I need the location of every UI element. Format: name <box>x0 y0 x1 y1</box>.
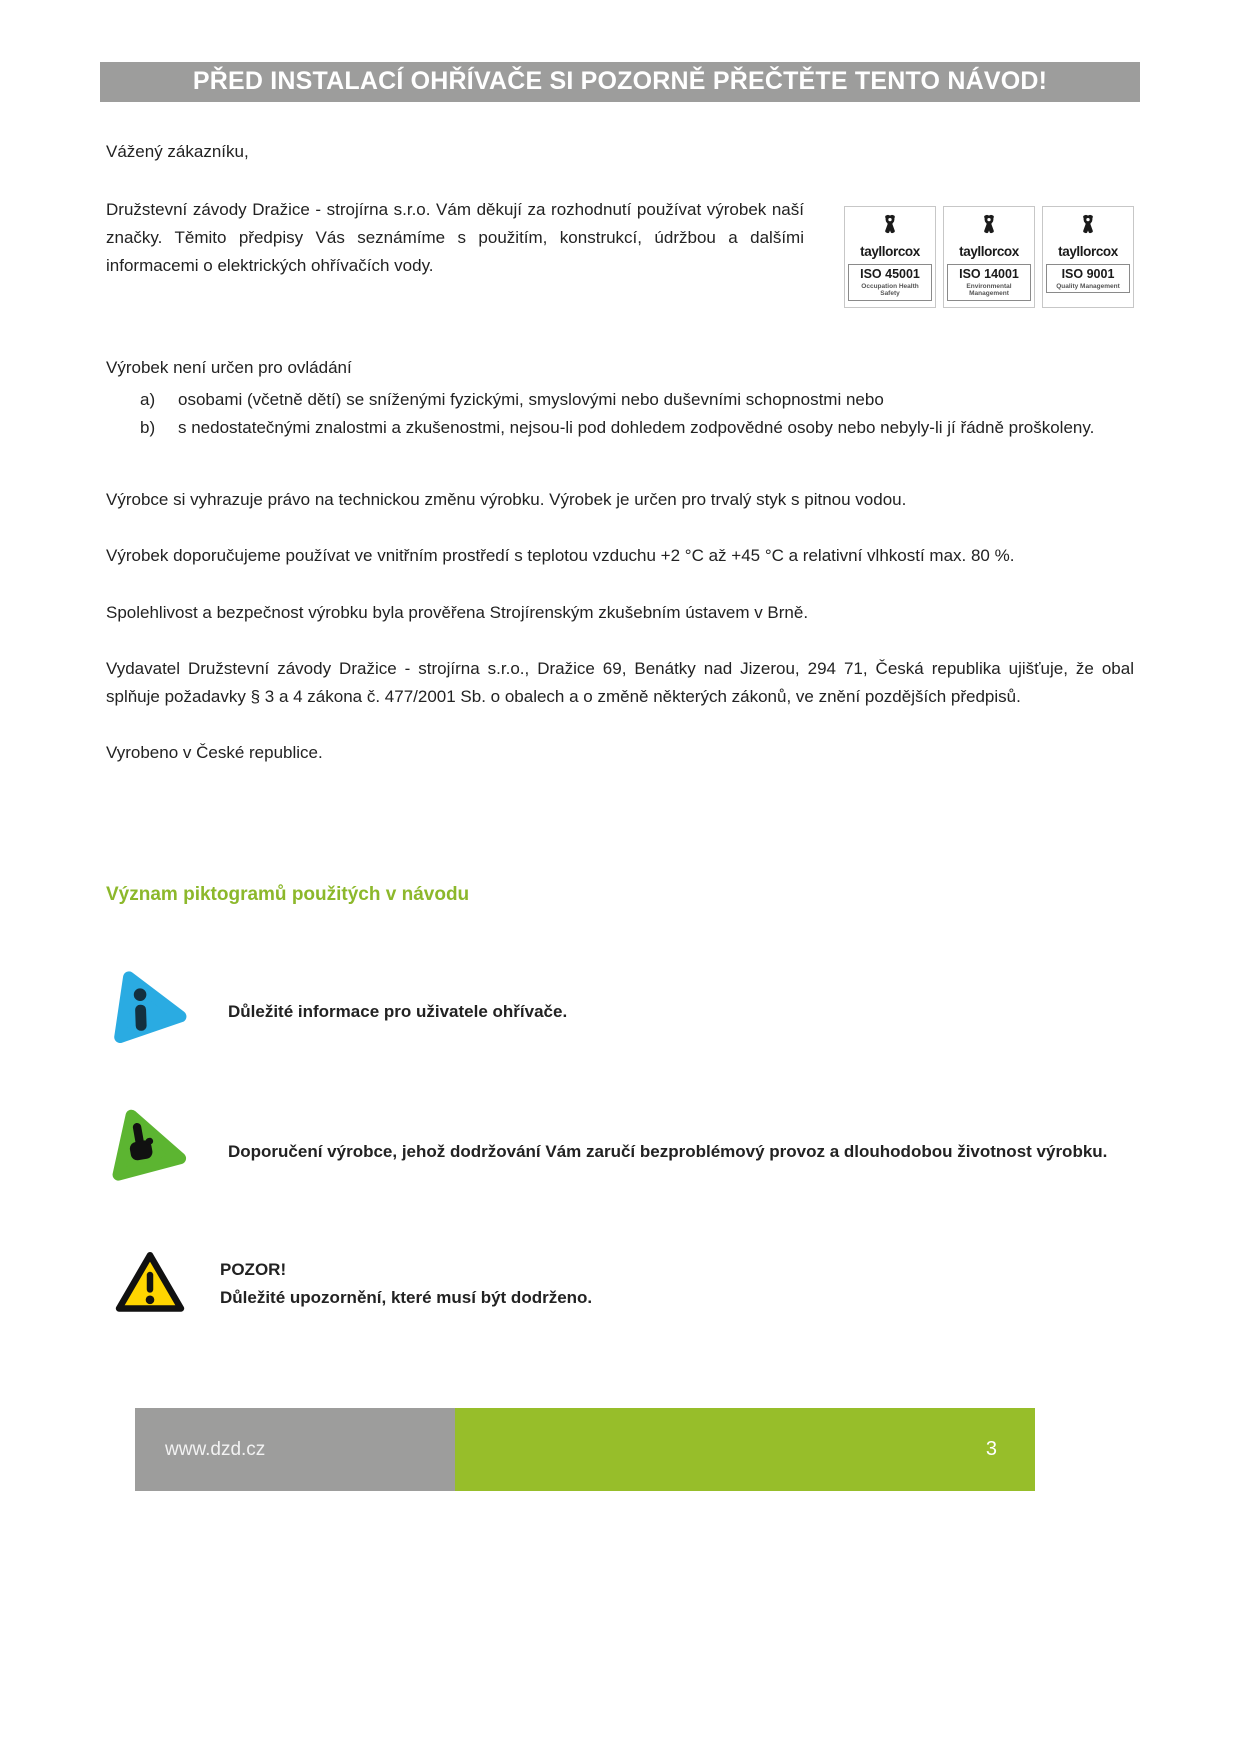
salutation: Vážený zákazníku, <box>106 142 249 161</box>
footer-website: www.dzd.cz <box>165 1438 266 1460</box>
pictogram-recommendation-text: Doporučení výrobce, jehož dodržování Vám zaručí bezproblémový provoz a dlouhodobou životnost výrobku. <box>228 1142 1108 1162</box>
paragraph-environment: Výrobek doporučujeme používat ve vnitřním prostředí s teplotou vzduchu +2 °C až +45 °C a relativní vlhkostí max. 80 %. <box>106 546 1015 566</box>
award-ribbon-icon <box>879 212 901 236</box>
not-intended-list <box>106 386 1134 442</box>
page-footer <box>135 1408 1035 1491</box>
cert-iso-subtitle: Occupation Health Safety <box>861 282 919 298</box>
certification-logos <box>844 206 1134 308</box>
award-ribbon-icon <box>978 212 1000 236</box>
list-marker: b) <box>140 418 156 438</box>
paragraph-publisher: Vydavatel Družstevní závody Dražice - strojírna s.r.o., Dražice 69, Benátky nad Jizerou, 294 71, Česká republika ujišťuje, že obal splňuje požadavky § 3 a 4 zákona č. 477/2001 Sb. o obalech a o změně některých zákonů, ve znění pozdějších předpisů. <box>106 658 1134 706</box>
pictogram-warning-row <box>112 1248 1134 1320</box>
cert-iso-subtitle: Quality Management <box>1056 282 1120 290</box>
not-intended-title: Výrobek není určen pro ovládání <box>106 358 352 378</box>
cert-brand: tayllorcox <box>860 244 920 260</box>
cert-card-iso9001 <box>1042 206 1134 308</box>
paragraph-reliability: Spolehlivost a bezpečnost výrobku byla prověřena Strojírenským zkušebním ústavem v Brně. <box>106 602 809 622</box>
cert-iso-number: ISO 14001 <box>959 266 1019 281</box>
footer-website-box <box>135 1408 455 1491</box>
cert-iso-box <box>947 264 1031 301</box>
cert-iso-subtitle: Environmental Management <box>966 282 1012 298</box>
warning-triangle-icon <box>112 1248 188 1320</box>
page-content <box>106 138 1134 1320</box>
list-item <box>140 386 1134 414</box>
cert-iso-box <box>848 264 932 301</box>
paragraph-technical-change: Výrobce si vyhrazuje právo na technickou změnu výrobku. Výrobek je určen pro trvalý styk s pitnou vodou. <box>106 490 907 510</box>
cert-brand: tayllorcox <box>959 244 1019 260</box>
info-triangle-icon <box>112 968 196 1056</box>
cert-brand: tayllorcox <box>1058 244 1118 260</box>
pictogram-warning-title: POZOR! <box>220 1260 287 1279</box>
cert-card-iso45001 <box>844 206 936 308</box>
intro-paragraph: Družstevní závody Dražice - strojírna s.r.o. Vám děkují za rozhodnutí používat výrobek naší značky. Těmito předpisy Vás seznámíme s použitím, konstrukcí, údržbou a dalšími informacemi o elektrických ohřívačích vody. <box>106 200 804 276</box>
list-marker: a) <box>140 390 156 410</box>
cert-card-iso14001 <box>943 206 1035 308</box>
pictogram-info-text: Důležité informace pro uživatele ohřívače. <box>228 1002 568 1022</box>
pictogram-warning-text: Důležité upozornění, které musí být dodrženo. <box>220 1288 593 1308</box>
list-item-text: s nedostatečnými znalostmi a zkušenostmi, nejsou-li pod dohledem zodpovědné osoby nebo nebyly-li jí řádně proškoleny. <box>178 418 1095 438</box>
page-number: 3 <box>985 1438 997 1460</box>
intro-section <box>106 196 1134 308</box>
pictogram-warning-textblock <box>220 1256 592 1312</box>
cert-iso-number: ISO 9001 <box>1061 266 1115 281</box>
pictogram-recommendation-row <box>112 1108 1134 1196</box>
pictogram-info-row <box>112 968 1134 1056</box>
award-ribbon-icon <box>1077 212 1099 236</box>
footer-pagenumber-box <box>455 1408 1035 1491</box>
page-title: PŘED INSTALACÍ OHŘÍVAČE SI POZORNĚ PŘEČTĚTE TENTO NÁVOD! <box>100 62 1140 102</box>
cert-iso-box <box>1046 264 1130 294</box>
pictograms-heading: Význam piktogramů použitých v návodu <box>106 883 470 905</box>
recommendation-hand-icon <box>112 1108 196 1196</box>
cert-iso-number: ISO 45001 <box>860 266 920 281</box>
list-item-text: osobami (včetně dětí) se sníženými fyzickými, smyslovými nebo duševními schopnostmi nebo <box>178 390 884 410</box>
list-item <box>140 414 1134 442</box>
paragraph-made-in: Vyrobeno v České republice. <box>106 742 323 762</box>
